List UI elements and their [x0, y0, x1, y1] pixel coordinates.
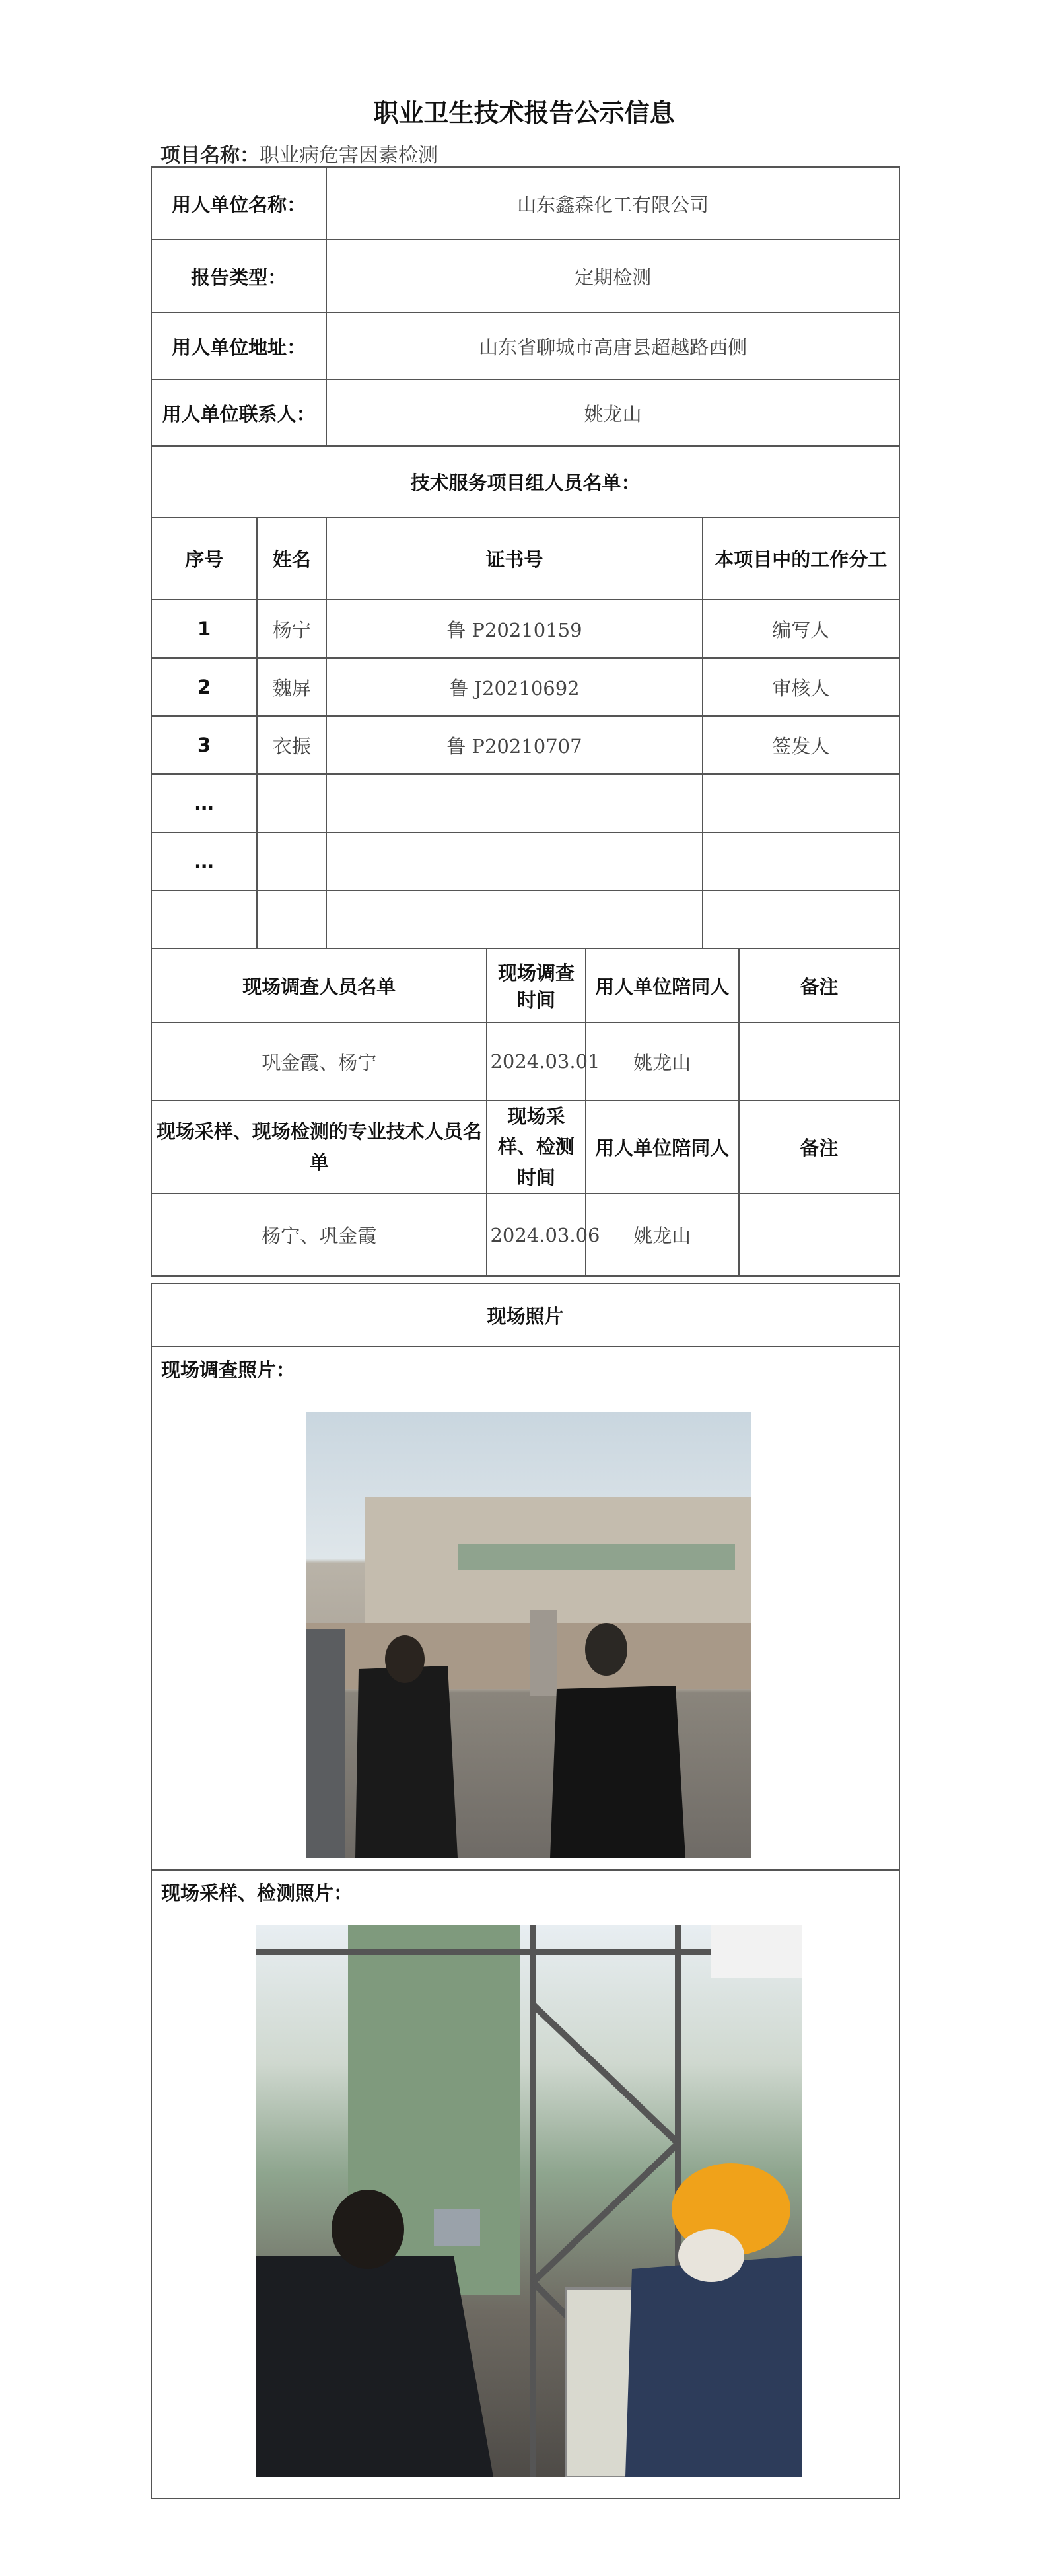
team-name: 衣振: [257, 716, 326, 774]
team-no: 3: [151, 716, 257, 774]
team-name: [257, 774, 326, 832]
project-label: 项目名称：: [160, 144, 260, 167]
project-value: 职业病危害因素检测: [260, 144, 438, 167]
page-title: 职业卫生技术报告公示信息: [373, 98, 675, 127]
team-no: 2: [151, 658, 257, 716]
sampling-escort: 姚龙山: [586, 1194, 739, 1276]
survey-people: 巩金霞、杨宁: [151, 1022, 487, 1100]
team-role: [703, 832, 899, 890]
report-type-label: 报告类型：: [151, 240, 326, 312]
team-header-role: 本项目中的工作分工: [703, 517, 899, 600]
sampling-header-time: 现场采样、检测时间: [487, 1100, 585, 1194]
survey-photo-label: 现场调查照片：: [161, 1359, 296, 1381]
table-row: [151, 658, 899, 716]
team-cert: [326, 890, 702, 948]
survey-header-row: [151, 948, 899, 1022]
team-role: [703, 890, 899, 948]
team-role: 审核人: [703, 658, 899, 716]
team-name: 杨宁: [257, 600, 326, 658]
survey-note: [739, 1022, 899, 1100]
survey-header-people: 现场调查人员名单: [151, 948, 487, 1022]
team-header-name: 姓名: [257, 517, 326, 600]
sampling-photo-cell: [151, 1870, 899, 2499]
survey-escort: 姚龙山: [586, 1022, 739, 1100]
team-cert: 鲁 P20210707: [326, 716, 702, 774]
team-no: …: [151, 832, 257, 890]
sampling-people: 杨宁、巩金霞: [151, 1194, 487, 1276]
info-row-report-type: [151, 240, 899, 312]
team-name: [257, 890, 326, 948]
table-row: [151, 600, 899, 658]
sampling-photo-illustration: [256, 1925, 802, 2477]
team-heading-row: [151, 446, 899, 517]
table-row: [151, 716, 899, 774]
team-no: …: [151, 774, 257, 832]
team-role: [703, 774, 899, 832]
team-header-no: 序号: [151, 517, 257, 600]
contact-value: 姚龙山: [326, 380, 899, 446]
project-line: [160, 139, 438, 168]
survey-header-time: 现场调查时间: [487, 948, 585, 1022]
address-value: 山东省聊城市高唐县超越路西侧: [326, 312, 899, 380]
survey-row: [151, 1022, 899, 1100]
sampling-header-note: 备注: [739, 1100, 899, 1194]
team-role: 签发人: [703, 716, 899, 774]
team-name: 魏屏: [257, 658, 326, 716]
sampling-photo-label: 现场采样、检测照片：: [161, 1882, 353, 1904]
report-info-table: [151, 166, 900, 1277]
table-row: [151, 890, 899, 948]
sampling-time: 2024.03.06: [487, 1194, 585, 1276]
photos-table: [151, 1283, 900, 2499]
sampling-row: [151, 1194, 899, 1276]
team-heading: 技术服务项目组人员名单：: [151, 446, 899, 517]
table-row: [151, 832, 899, 890]
team-header-cert: 证书号: [326, 517, 702, 600]
company-label: 用人单位名称：: [151, 167, 326, 240]
team-cert: [326, 774, 702, 832]
info-row-address: [151, 312, 899, 380]
team-header-row: [151, 517, 899, 600]
report-type-value: 定期检测: [326, 240, 899, 312]
sampling-note: [739, 1194, 899, 1276]
table-row: [151, 774, 899, 832]
survey-header-note: 备注: [739, 948, 899, 1022]
team-cert: 鲁 J20210692: [326, 658, 702, 716]
sampling-photo: [256, 1925, 802, 2477]
info-row-contact: [151, 380, 899, 446]
team-cert: 鲁 P20210159: [326, 600, 702, 658]
sampling-header-row: [151, 1100, 899, 1194]
sampling-header-people: 现场采样、现场检测的专业技术人员名单: [151, 1100, 487, 1194]
team-name: [257, 832, 326, 890]
contact-label: 用人单位联系人：: [151, 380, 326, 446]
survey-photo-cell: [151, 1347, 899, 1870]
photos-heading-row: [151, 1283, 899, 1347]
info-row-company: [151, 167, 899, 240]
photos-heading: 现场照片: [151, 1283, 899, 1347]
survey-photo: [306, 1412, 751, 1858]
sampling-photo-row: [151, 1870, 899, 2499]
company-value: 山东鑫森化工有限公司: [326, 167, 899, 240]
survey-header-escort: 用人单位陪同人: [586, 948, 739, 1022]
survey-photo-row: [151, 1347, 899, 1870]
team-role: 编写人: [703, 600, 899, 658]
team-cert: [326, 832, 702, 890]
address-label: 用人单位地址：: [151, 312, 326, 380]
team-no: [151, 890, 257, 948]
sampling-header-escort: 用人单位陪同人: [586, 1100, 739, 1194]
survey-photo-illustration: [306, 1412, 751, 1858]
survey-time: 2024.03.01: [487, 1022, 585, 1100]
team-no: 1: [151, 600, 257, 658]
